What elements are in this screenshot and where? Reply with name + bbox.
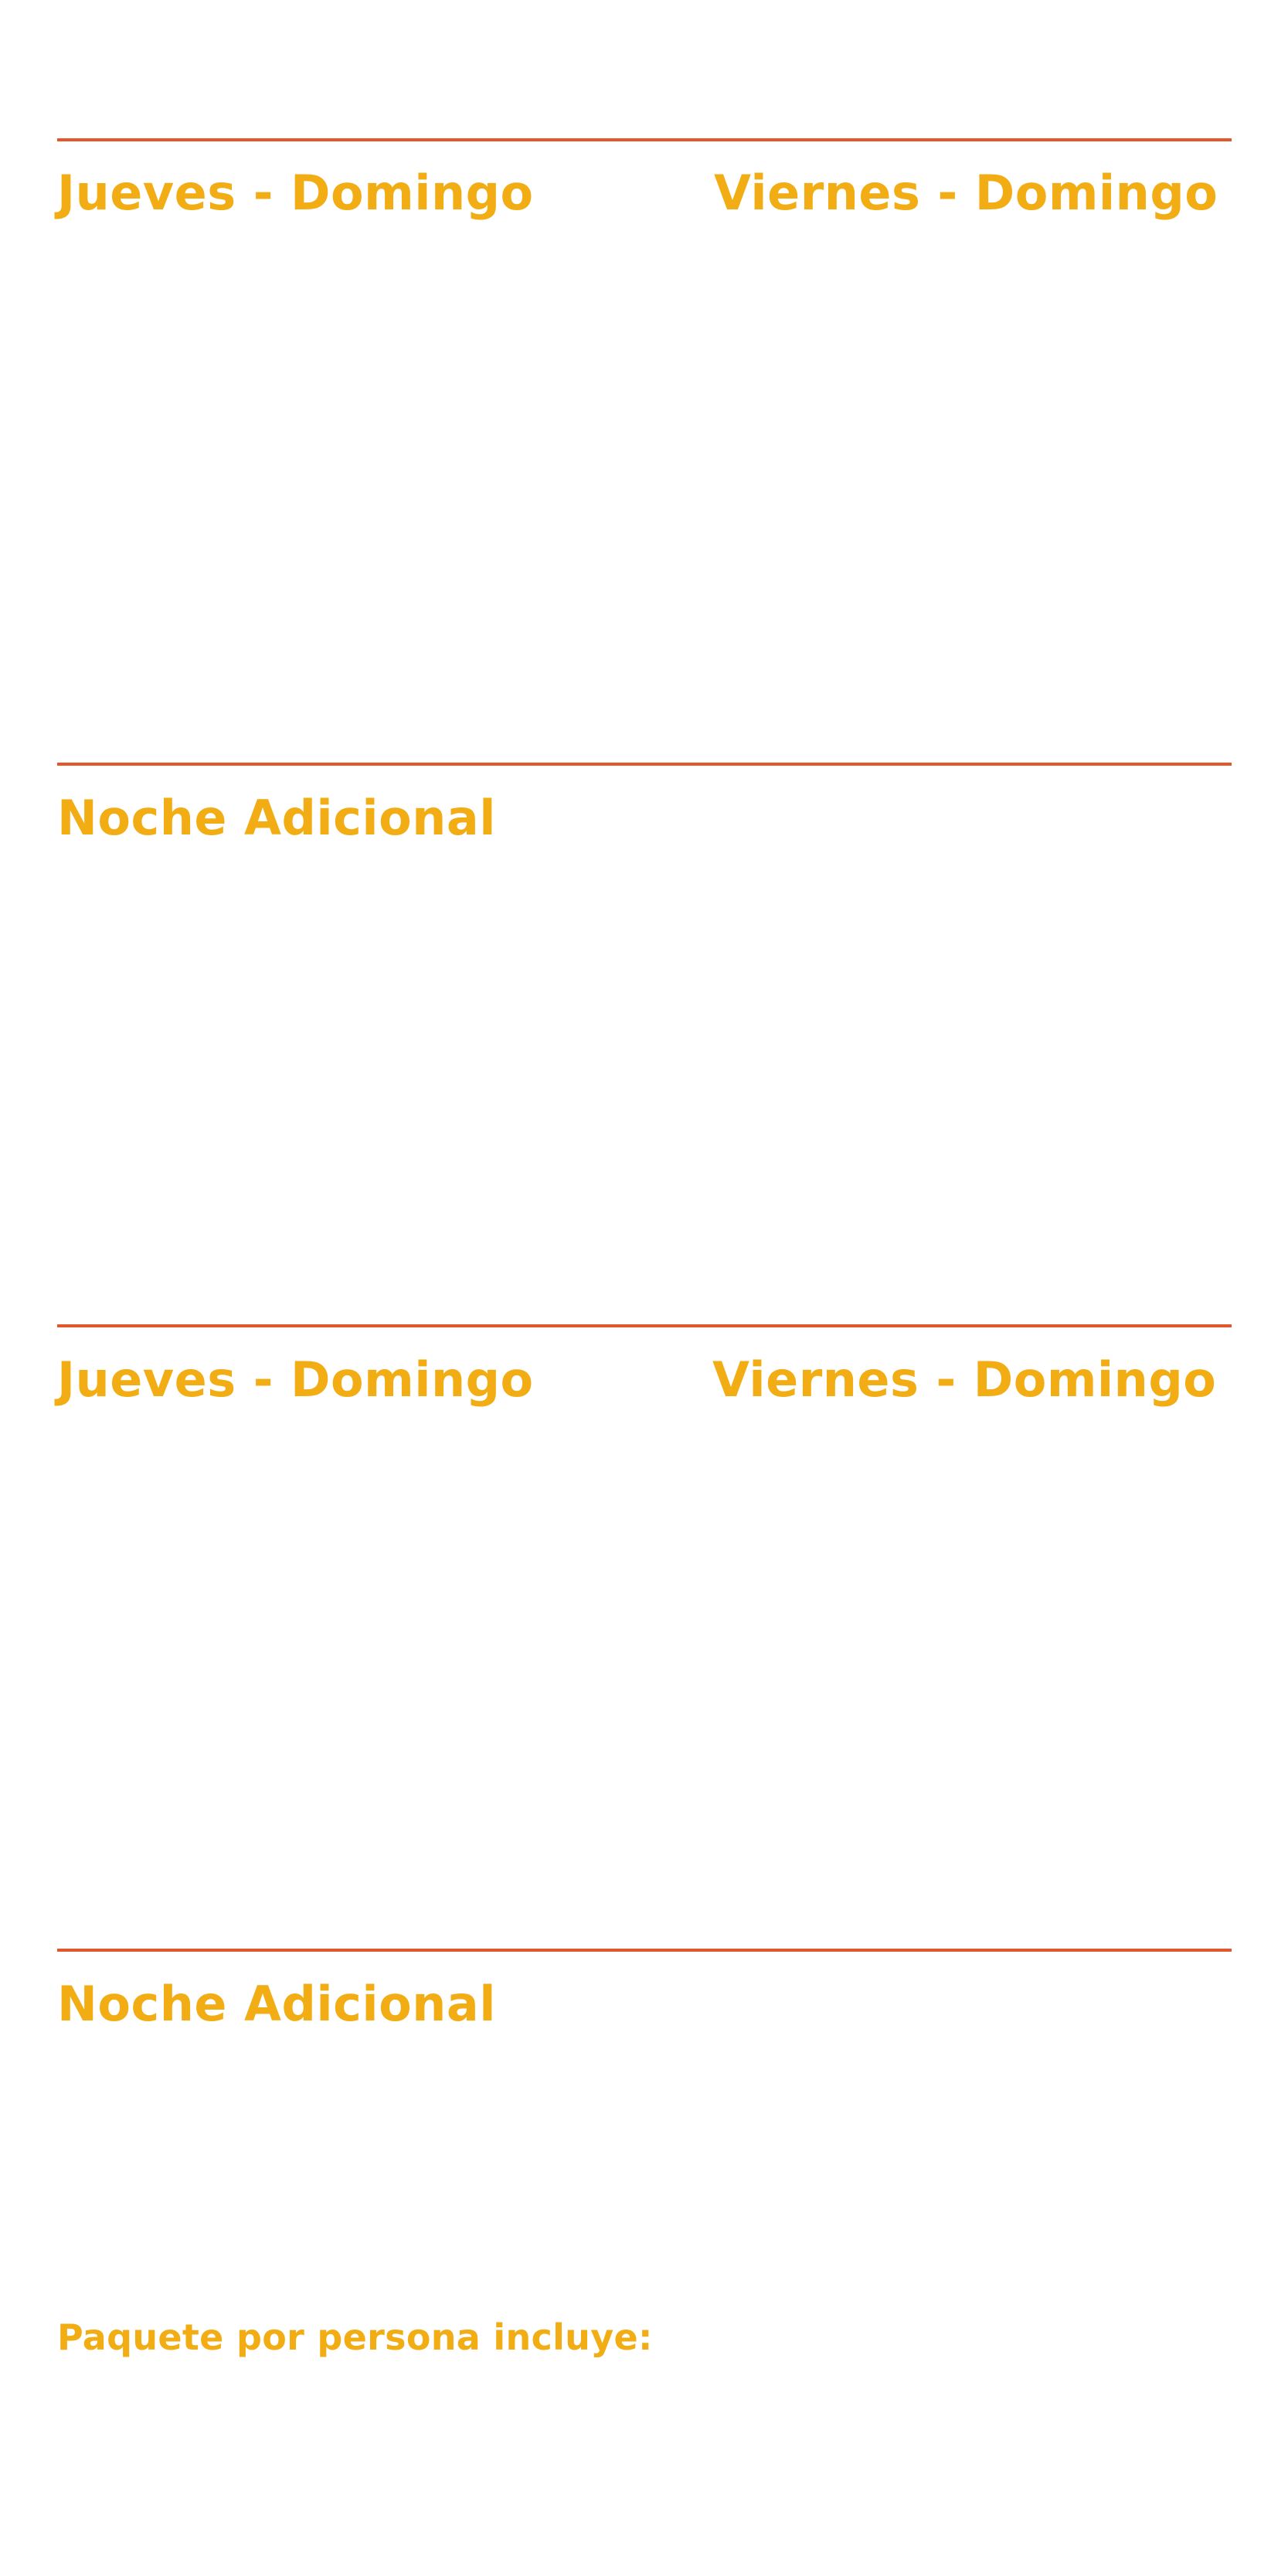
section1-friday-sunday-heading: Viernes - Domingo	[714, 165, 1218, 221]
section2-friday-sunday-heading: Viernes - Domingo	[712, 1351, 1217, 1408]
divider-rule-4	[57, 1949, 1232, 1952]
section2-additional-night-heading: Noche Adicional	[57, 1976, 496, 2032]
divider-rule-1	[57, 138, 1232, 141]
section1-additional-night-heading: Noche Adicional	[57, 790, 496, 846]
section2-thursday-sunday-heading: Jueves - Domingo	[57, 1351, 534, 1408]
divider-rule-2	[57, 763, 1232, 766]
package-includes-label: Paquete por persona incluye:	[57, 2316, 653, 2358]
divider-rule-3	[57, 1324, 1232, 1327]
section1-thursday-sunday-heading: Jueves - Domingo	[57, 165, 534, 221]
